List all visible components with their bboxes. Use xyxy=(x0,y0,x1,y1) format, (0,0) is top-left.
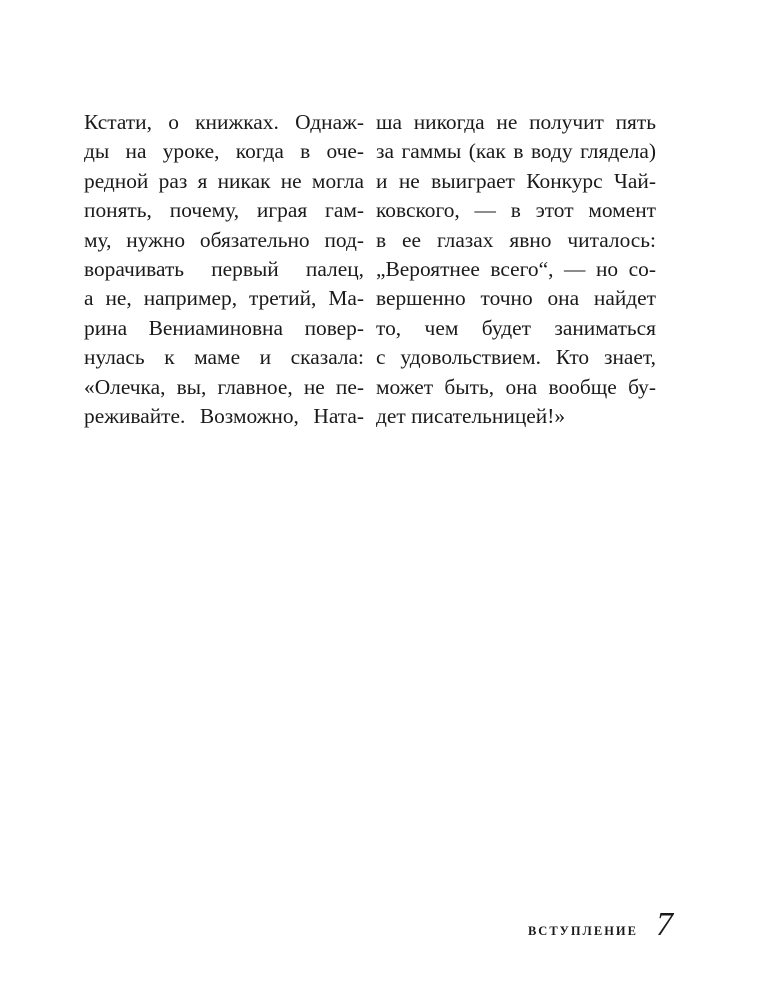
text-line: ша никогда не получит пять xyxy=(376,110,656,134)
text-line: реживайте. Возможно, Ната- xyxy=(84,404,364,429)
text-line: в ее глазах явно читалось: xyxy=(376,227,656,252)
text-line: вершенно точно она найдет xyxy=(376,286,656,311)
text-line: «Олечка, вы, главное, не пе- xyxy=(84,374,364,399)
right-text-column xyxy=(376,108,656,431)
text-line: то, чем будет заниматься xyxy=(376,315,656,340)
text-line: ковского, — в этот момент xyxy=(376,198,656,223)
text-line: с удовольствием. Кто знает, xyxy=(376,345,656,370)
text-line: рина Вениаминовна повер- xyxy=(84,315,364,340)
text-line: за гаммы (как в воду глядела) xyxy=(376,139,656,164)
text-line: Кстати, о книжках. Однаж- xyxy=(84,110,364,134)
text-line: му, нужно обязательно под- xyxy=(84,227,364,252)
text-line: а не, например, третий, Ма- xyxy=(84,286,364,311)
text-line: редной раз я никак не могла xyxy=(84,168,364,193)
page-number: 7 xyxy=(656,906,673,943)
text-line: „Вероятнее всего“, — но со- xyxy=(376,257,656,282)
text-line: понять, почему, играя гам- xyxy=(84,198,364,223)
page-footer xyxy=(528,908,673,942)
text-line: ворачивать первый палец, xyxy=(84,257,364,282)
left-text-column xyxy=(84,108,364,431)
text-line: может быть, она вообще бу- xyxy=(376,374,656,399)
text-line: ды на уроке, когда в оче- xyxy=(84,139,364,164)
text-line: и не выиграет Конкурс Чай- xyxy=(376,168,656,193)
text-line: нулась к маме и сказала: xyxy=(84,345,364,370)
text-line: дет писательницей!» xyxy=(376,404,566,429)
section-title: ВСТУПЛЕНИЕ xyxy=(527,924,638,938)
